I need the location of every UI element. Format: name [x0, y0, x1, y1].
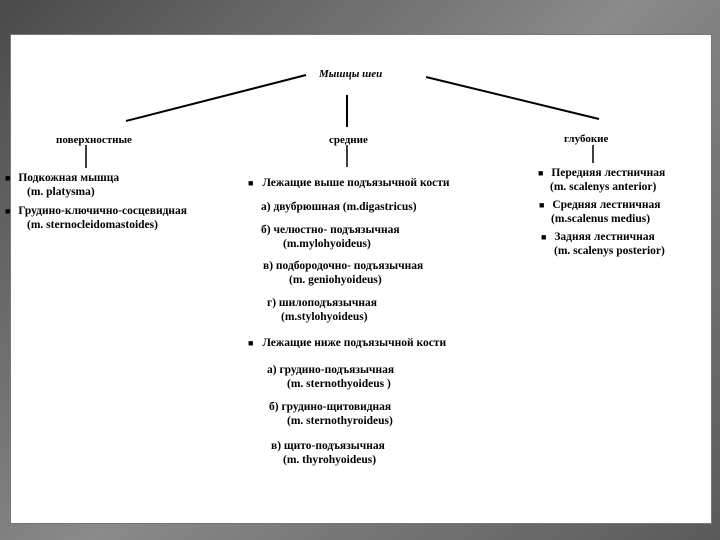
- diagram-title: Мышцы шеи: [319, 68, 383, 80]
- latin-name: (m. geniohyoideus): [289, 274, 382, 286]
- bullet-icon: ■: [541, 232, 547, 242]
- header-middle: средние: [329, 134, 368, 146]
- latin-name: (m. sternothyroideus): [287, 415, 393, 427]
- list-item: ■ Средняя лестничная: [539, 199, 661, 211]
- latin-name: (m. sternothyoideus ): [287, 378, 391, 390]
- header-superficial: поверхностные: [56, 134, 132, 146]
- list-item: ■ Грудино-ключично-сосцевидная: [5, 205, 187, 217]
- latin-name: (m. sternocleidomastoides): [27, 219, 158, 231]
- bullet-icon: ■: [538, 168, 544, 178]
- list-item: а) грудино-подъязычная: [267, 364, 395, 376]
- list-item: б) грудино-щитовидная: [269, 401, 392, 413]
- list-item: ■ Передняя лестничная: [538, 167, 666, 179]
- list-item: б) челюстно- подъязычная: [261, 224, 400, 236]
- list-item: в) щито-подъязычная: [271, 440, 385, 452]
- group-title: ■ Лежащие ниже подъязычной кости: [248, 337, 447, 349]
- latin-name: (m. thyrohyoideus): [283, 454, 377, 466]
- header-deep: глубокие: [564, 133, 609, 145]
- latin-name: (m.stylohyoideus): [281, 311, 368, 323]
- list-item: г) шилоподъязычная: [267, 297, 377, 309]
- group-title: ■ Лежащие выше подъязычной кости: [248, 177, 450, 189]
- latin-name: (m.scalenus medius): [551, 213, 651, 225]
- line-right: [426, 77, 599, 119]
- bullet-icon: ■: [248, 338, 254, 348]
- latin-name: (m. platysma): [27, 186, 95, 198]
- bullet-icon: ■: [539, 200, 545, 210]
- line-left: [126, 75, 306, 121]
- list-item: ■ Подкожная мышца: [5, 172, 120, 184]
- bullet-icon: ■: [248, 178, 254, 188]
- latin-name: (m. scalenys posterior): [554, 245, 665, 257]
- bullet-icon: ■: [5, 206, 11, 216]
- latin-name: (m.mylohyoideus): [283, 238, 371, 250]
- latin-name: (m. scalenys anterior): [550, 181, 657, 193]
- list-item: ■ Задняя лестничная: [541, 231, 655, 243]
- list-item: а) двубрюшная (m.digastricus): [261, 201, 417, 213]
- list-item: в) подбородочно- подъязычная: [263, 260, 424, 272]
- slide: [5, 34, 712, 524]
- bullet-icon: ■: [5, 173, 11, 183]
